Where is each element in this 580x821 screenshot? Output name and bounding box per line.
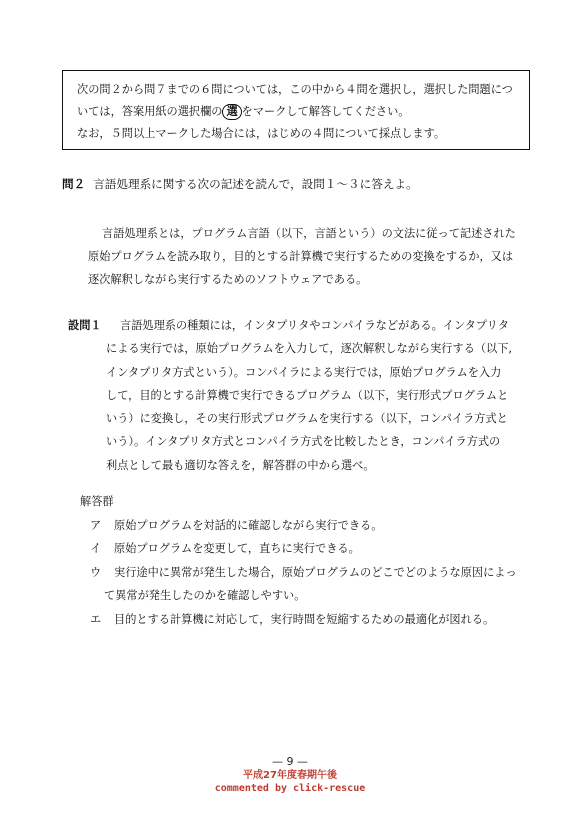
subquestion-line: による実行では，原始プログラムを入力して，逐次解釈しながら実行する（以下, — [106, 342, 512, 356]
option-mark: ア — [90, 518, 102, 532]
intro-line: 言語処理系とは，プログラム言語（以下，言語という）の文法に従って記述された — [102, 227, 516, 240]
page-number: — 9 — — [272, 755, 308, 768]
subquestion-line: いう）に変換し，その実行形式プログラムを実行する（以下，コンパイラ方式と — [106, 412, 508, 426]
instruction-line-2-after: をマークして解答してください。 — [241, 105, 410, 118]
subquestion-line: いう）。インタプリタ方式とコンパイラ方式を比較したとき，コンパイラ方式の — [106, 435, 501, 449]
answer-option-u — [80, 561, 540, 585]
instruction-line-1: 次の問２から問７までの６問については，この中から４問を選択し，選択した問題につ — [77, 83, 513, 96]
option-mark: イ — [90, 542, 102, 555]
instruction-line-2-before: いては，答案用紙の選択欄の — [77, 105, 223, 118]
answer-group-title: 解答群 — [80, 495, 114, 508]
subquestion-line: して，目的とする計算機で実行できるプログラム（以下，実行形式プログラムと — [106, 388, 509, 402]
question-number: 問２ — [62, 177, 86, 191]
question-heading — [62, 176, 418, 192]
subquestion-line: 利点として最も適切な答えを，解答群の中から選べ。 — [106, 458, 375, 472]
question-title: 言語処理系に関する次の記述を読んで，設問１〜３に答えよ。 — [93, 177, 418, 191]
subquestion-label: 設問１ — [68, 319, 102, 332]
subquestion-body — [106, 314, 538, 477]
option-mark: ウ — [90, 565, 102, 579]
instruction-line-3: なお，５問以上マークした場合には，はじめの４問について採点します。 — [77, 127, 446, 140]
option-mark: エ — [90, 612, 102, 626]
select-mark-symbol: 選 — [222, 104, 241, 120]
instruction-line-2 — [77, 101, 519, 123]
subquestion-line: インタプリタ方式という）。コンパイラによる実行では，原始プログラムを入力 — [106, 365, 502, 379]
page-footer — [0, 755, 580, 795]
answer-option-a — [80, 514, 540, 538]
option-text: 実行途中に異常が発生した場合，原始プログラムのどこでどのような原因によっ — [114, 565, 517, 579]
intro-line: 原始プログラムを読み取り，目的とする計算機で実行するための変換をするか，又は — [88, 250, 514, 263]
subquestion-line: 言語処理系の種類には，インタプリタやコンパイラなどがある。インタプリタ — [120, 319, 509, 332]
option-text-continuation: て異常が発生したのかを確認しやすい。 — [104, 589, 306, 602]
option-text: 原始プログラムを対話的に確認しながら実行できる。 — [114, 518, 383, 532]
intro-paragraph — [88, 222, 528, 291]
answer-group — [80, 490, 540, 631]
exam-session-label: 平成27年度春期午後 — [243, 770, 337, 781]
intro-line: 逐次解釈しながら実行するためのソフトウェアである。 — [88, 273, 368, 286]
option-text: 原始プログラムを変更して，直ちに実行できる。 — [114, 542, 360, 555]
answer-option-i — [80, 537, 540, 561]
credit-text: commented by click-rescue — [214, 783, 366, 794]
subquestion-1 — [68, 314, 538, 477]
option-text: 目的とする計算機に対応して，実行時間を短縮するための最適化が図れる。 — [114, 612, 495, 626]
answer-option-e — [80, 608, 540, 632]
instruction-box — [62, 70, 530, 150]
